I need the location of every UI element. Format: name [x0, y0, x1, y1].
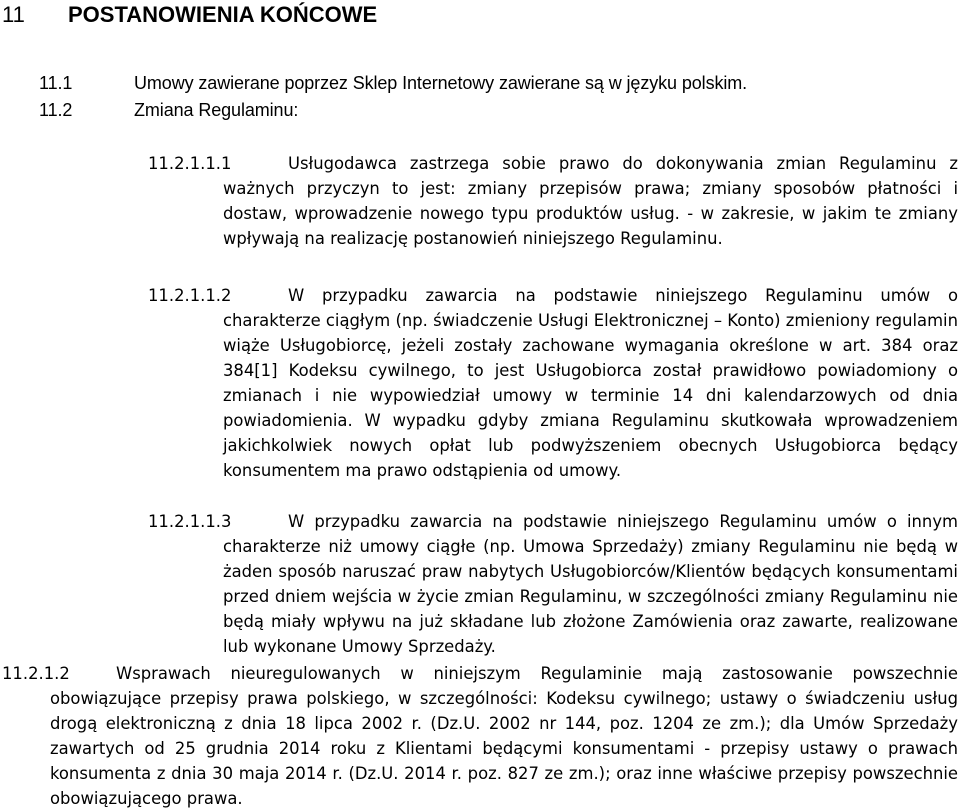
subsection-11-1: [39, 73, 747, 94]
paragraph-11-2-1-1-3: [148, 509, 958, 659]
paragraph-number: 11.2.1.1.2: [148, 286, 232, 305]
paragraph-text: Usługodawca zastrzega sobie prawo do dokonywania zmian Regulaminu z ważnych przyczyn to jest: zmiany przepisów prawa; zmiany sposobów płatności i dostaw, wprowadzenie nowego typu produktów usług. - w zakresie, w jakim te zmiany wpływają na realizację postanowień niniejszego Regulaminu.: [223, 154, 958, 248]
section-title: POSTANOWIENIA KOŃCOWE: [68, 2, 378, 27]
subsection-text: Umowy zawierane poprzez Sklep Internetowy zawierane są w języku polskim.: [134, 73, 748, 93]
paragraph-text: Wsprawach nieuregulowanych w niniejszym Regulaminie mają zastosowanie powszechnie obowiązujące przepisy prawa polskiego, w szczególności: Kodeksu cywilnego; ustawy o świadczeniu usług drogą elektroniczną z dnia 18 lipca 2002 r. (Dz.U. 2002 nr 144, poz. 1204 ze zm.); dla Umów Sprzedaży zawartych od 25 grudnia 2014 roku z Klientami będącymi konsumentami - przepisy ustawy o prawach konsumenta z dnia 30 maja 2014 r. (Dz.U. 2014 r. poz. 827 ze zm.); oraz inne właściwe przepisy powszechnie obowiązującego prawa.: [50, 664, 958, 808]
paragraph-number: 11.2.1.2: [2, 664, 70, 683]
paragraph-number: 11.2.1.1.3: [148, 512, 232, 531]
paragraph-11-2-1-1-2: [148, 283, 958, 483]
subsection-text: Zmiana Regulaminu:: [134, 100, 299, 120]
subsection-11-2: [39, 100, 298, 121]
paragraph-number: 11.2.1.1.1: [148, 154, 232, 173]
subsection-number: 11.1: [39, 73, 73, 93]
section-heading: [0, 2, 377, 28]
paragraph-text: W przypadku zawarcia na podstawie niniejszego Regulaminu umów o charakterze ciągłym (np. świadczenie Usługi Elektronicznej – Konto) zmieniony regulamin wiąże Usługobiorcę, jeżeli zostały zachowane wymagania określone w art. 384 oraz 384[1] Kodeksu cywilnego, to jest Usługobiorca został prawidłowo powiadomiony o zmianach i nie wypowiedział umowy w terminie 14 dni kalendarzowych od dnia powiadomienia. W wypadku gdyby zmiana Regulaminu skutkowała wprowadzeniem jakichkolwiek nowych opłat lub podwyższeniem obecnych Usługobiorca będący konsumentem ma prawo odstąpienia od umowy.: [223, 286, 958, 480]
section-number: 11: [2, 2, 25, 27]
paragraph-text: W przypadku zawarcia na podstawie niniejszego Regulaminu umów o innym charakterze niż umowy ciągłe (np. Umowa Sprzedaży) zmiany Regulaminu nie będą w żaden sposób naruszać praw nabytych Usługobiorców/Klientów będących konsumentami przed dniem wejścia w życie zmian Regulaminu, w szczególności zmiany Regulaminu nie będą miały wpływu na już składane lub złożone Zamówienia oraz zawarte, realizowane lub wykonane Umowy Sprzedaży.: [223, 512, 958, 656]
paragraph-11-2-1-1-1: [148, 151, 958, 251]
paragraph-11-2-1-2: [2, 661, 958, 811]
subsection-number: 11.2: [39, 100, 73, 120]
